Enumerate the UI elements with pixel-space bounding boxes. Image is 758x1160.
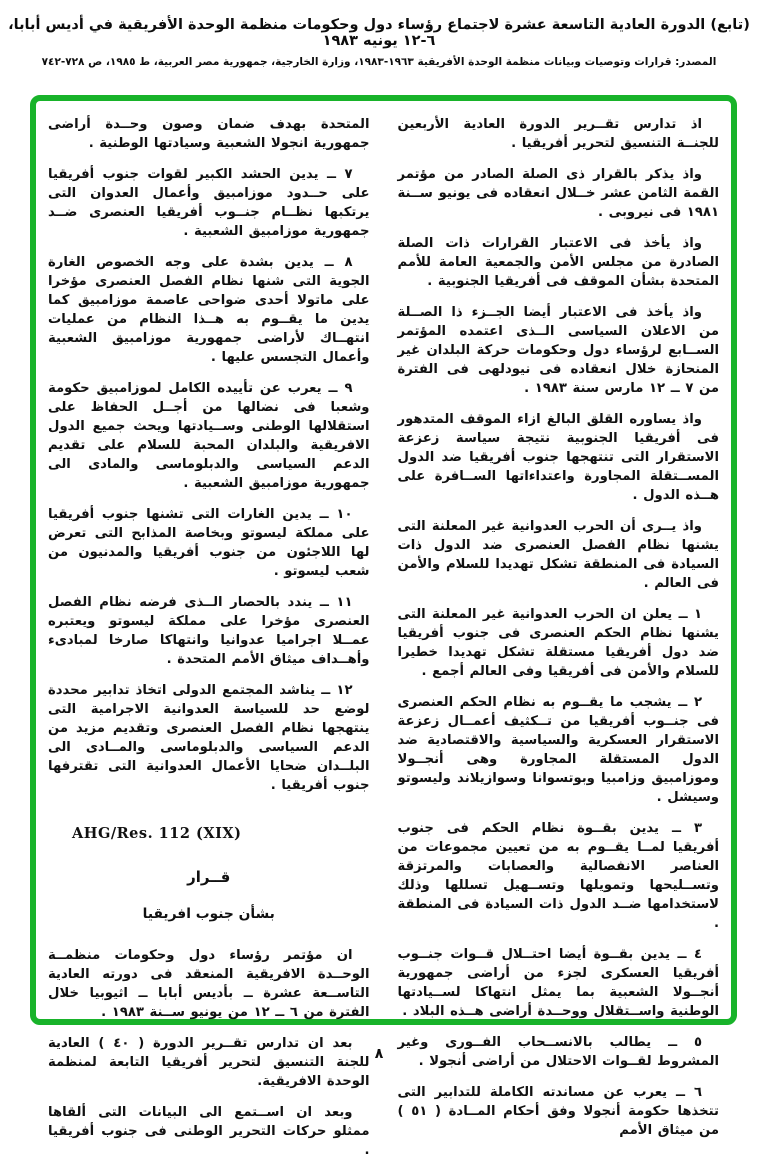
paragraph-clause-6: ٦ ــ يعرب عن مساندته الكاملة للتدابير التى تتخذها حكومة أنجولا وفق أحكام المــادة ( ٥١ ) من ميثاق الأمم xyxy=(397,1085,719,1138)
paragraph-preamble-4: واذ يأخذ فى الاعتبار أيضا الجــزء ذا الصــلة من الاعلان السياسى الــذى اعتمده المؤتمر الســابع لرؤساء دول وحكومات حركة البلدان غير المنحازة خلال انعقاده فى نيودلهى فى الفترة من ٧ ــ ١٢ مارس سنة ١٩٨٣ . xyxy=(397,305,719,396)
paragraph-clause-5: ٥ ــ يطالب بالانســحاب الفــورى وغير المشروط لقــوات الاحتلال من أراضى أنجولا . xyxy=(397,1035,719,1069)
page-number: ٨ xyxy=(374,1046,384,1062)
two-column-layout xyxy=(48,115,719,1158)
paragraph-clause-11: ١١ ــ يندد بالحصار الــذى فرضه نظام الفصل العنصرى مؤخرا على مملكة ليسوتو ويعتبره عمــلا اجراميا عدوانيا وانتهاكا صارخا لمبادىء وأهــداف ميثاق الأمم المتحدة . xyxy=(48,595,370,667)
paragraph-new-res-preamble-3: وبعد ان اســتمع الى البيانات التى ألقاها ممثلو حركات التحرير الوطنى فى جنوب أفريقيا . xyxy=(48,1105,370,1158)
paragraph-clause-10: ١٠ ــ يدين الغارات التى تشنها جنوب أفريقيا على مملكة ليسوتو وبخاصة المذابح التى تعرض لها اللاجئون من جنوب أفريقيا والمدنيون من شعب ليسوتو . xyxy=(48,507,370,579)
paragraph-clause-9: ٩ ــ يعرب عن تأييده الكامل لموزامبيق حكومة وشعبا فى نضالها من أجــل الحفاظ على استقلالها الوطنى وســيادتها ويحث جميع الدول الافريقية والبلدان المحبة للسلام على تقديم الدعم السياسى والدبلوماسى والمادى الى جمهورية موزامبيق الشعبية . xyxy=(48,381,370,491)
page-header xyxy=(0,0,758,68)
paragraph-clause-7: ٧ ــ يدين الحشد الكبير لقوات جنوب أفريقيا على حــدود موزامبيق وأعمال العدوان التى يرتكبها نظــام جنــوب أفريقيا العنصرى ضــد جمهورية موزامبيق الشعبية . xyxy=(48,167,370,239)
resolution-title: قــرار xyxy=(187,868,231,886)
page-footer xyxy=(0,1043,758,1062)
paragraph-clause-8: ٨ ــ يدين بشدة على وجه الخصوص الغارة الجوية التى شنها نظام الفصل العنصرى مؤخرا على ماتولا أحدى ضواحى عاصمة موزامبيق كما يدين ما يقــوم به هــذا النظام من عمليات انتهــاك لأراضى جمهورية موزامبيق الشعبية وأعمال التجسس عليها . xyxy=(48,255,370,365)
column-right xyxy=(397,115,720,1138)
resolution-reference: AHG/Res. 112 (XIX) xyxy=(72,825,242,842)
paragraph-new-res-preamble-1: ان مؤتمر رؤساء دول وحكومات منظمــة الوحــدة الافريقية المنعقد فى دورته العادية التاســعة عشرة ــ بأديس أبابا ــ اثيوبيا خلال الفترة من ٦ ــ ١٢ من يونيو ســنة ١٩٨٣ . xyxy=(48,948,370,1020)
paragraph-clause-1: ١ ــ يعلن ان الحرب العدوانية غير المعلنة التى يشنها نظام الحكم العنصرى فى جنوب أفريقيا ضد دول أفريقيا مستقلة تشكل تهديدا خطيرا للسلام والأمن فى أفريقيا وفى العالم أجمع . xyxy=(397,607,719,679)
paragraph-preamble-2: واذ يذكر بالقرار ذى الصلة الصادر من مؤتمر القمة الثامن عشر خــلال انعقاده فى يونيو ســنة ١٩٨١ فى نيروبى . xyxy=(397,167,719,220)
paragraph-clause-3: ٣ ــ يدين بقــوة نظام الحكم فى جنوب أفريقيا لمــا يقــوم به من تعيين مجموعات من العناصر الانفصالية والعصابات والمرتزقة وتســليحها وتمويلها وتســهيل تسللها وذلك لاستخدامها ضــد الدول ذات السيادة فى المنطقة . xyxy=(397,821,719,931)
paragraph-preamble-5: واذ يساوره القلق البالغ ازاء الموقف المتدهور فى أفريقيا الجنوبية نتيجة سياسة زعزعة الاستقرار التى تنتهجها جنوب أفريقيا ضد الدول المســتقلة المجاورة واعتداءاتها الســافرة على هــذه الدول . xyxy=(397,412,719,503)
paragraph-preamble-1: اذ تدارس تقــرير الدورة العادية الأربعين للجنــة التنسيق لتحرير أفريقيا . xyxy=(397,117,719,151)
resolution-subtitle: بشأن جنوب افريقيا xyxy=(142,906,275,922)
paragraph-clause-4: ٤ ــ يدين بقــوة أيضا احتــلال قــوات جنــوب أفريقيا العسكرى لجزء من أراضى جمهورية أنجــولا الشعبية بما يمثل انتهاكا لســيادتها الوطنية واســتقلال ووحــدة أراضى هــذه البلاد . xyxy=(397,947,719,1019)
paragraph-clause-2: ٢ ــ يشجب ما يقــوم به نظام الحكم العنصرى فى جنــوب أفريقيا من تــكثيف أعمــال زعزعة الاستقرار العسكرية والسياسية والاقتصادية ضد الدول المستقلة المجاورة وهى أنجــولا وموزامبيق وزامبيا وبوتسوانا وسوازيلاند وليسوتو وسيشل . xyxy=(397,695,719,805)
paragraph-preamble-3: واذ يأخذ فى الاعتبار القرارات ذات الصلة الصادرة من مجلس الأمن والجمعية العامة للأمم المتحدة بشأن الموقف فى أفريقيا الجنوبية . xyxy=(397,236,719,289)
paragraph-new-res-preamble-2: بعد ان تدارس تقــرير الدورة ( ٤٠ ) العادية للجنة التنسيق لتحرير أفريقيا التابعة لمنظمة الوحدة الافريقية. xyxy=(48,1036,370,1089)
header-session-title: (تابع) الدورة العادية التاسعة عشرة لاجتماع رؤساء دول وحكومات منظمة الوحدة الأفريقية في أديس أبابا، ٦-١٢ يونيه ١٩٨٣ xyxy=(8,17,750,49)
column-left xyxy=(48,115,370,1158)
paragraph-clause-6-continued: المتحدة بهدف ضمان وصون وحــدة أراضى جمهورية انجولا الشعبية وسيادتها الوطنية . xyxy=(48,117,370,151)
header-source-line: المصدر: قرارات وتوصيات وبيانات منظمة الوحدة الأفريقية ١٩٦٣-١٩٨٣، وزارة الخارجية، جمهورية مصر العربية، ط ١٩٨٥، ص ٧٢٨-٧٤٢ xyxy=(41,56,717,68)
paragraph-clause-12: ١٢ ــ يناشد المجتمع الدولى اتخاذ تدابير محددة لوضع حد للسياسة العدوانية الاجرامية التى ينتهجها نظام الفصل العنصرى وتقديم مزيد من الدعم السياسى والدبلوماسى والمــادى الى البلــدان ضحايا الأعمال العدوانية التى تقترفها جنوب أفريقيا . xyxy=(48,683,370,793)
content-border-box xyxy=(30,95,737,1158)
paragraph-preamble-6: واذ يــرى أن الحرب العدوانية غير المعلنة التى يشنها نظام الفصل العنصرى ضد الدول ذات السيادة فى المنطقة تشكل تهديدا للسلام والأمن فى العالم . xyxy=(397,519,719,591)
